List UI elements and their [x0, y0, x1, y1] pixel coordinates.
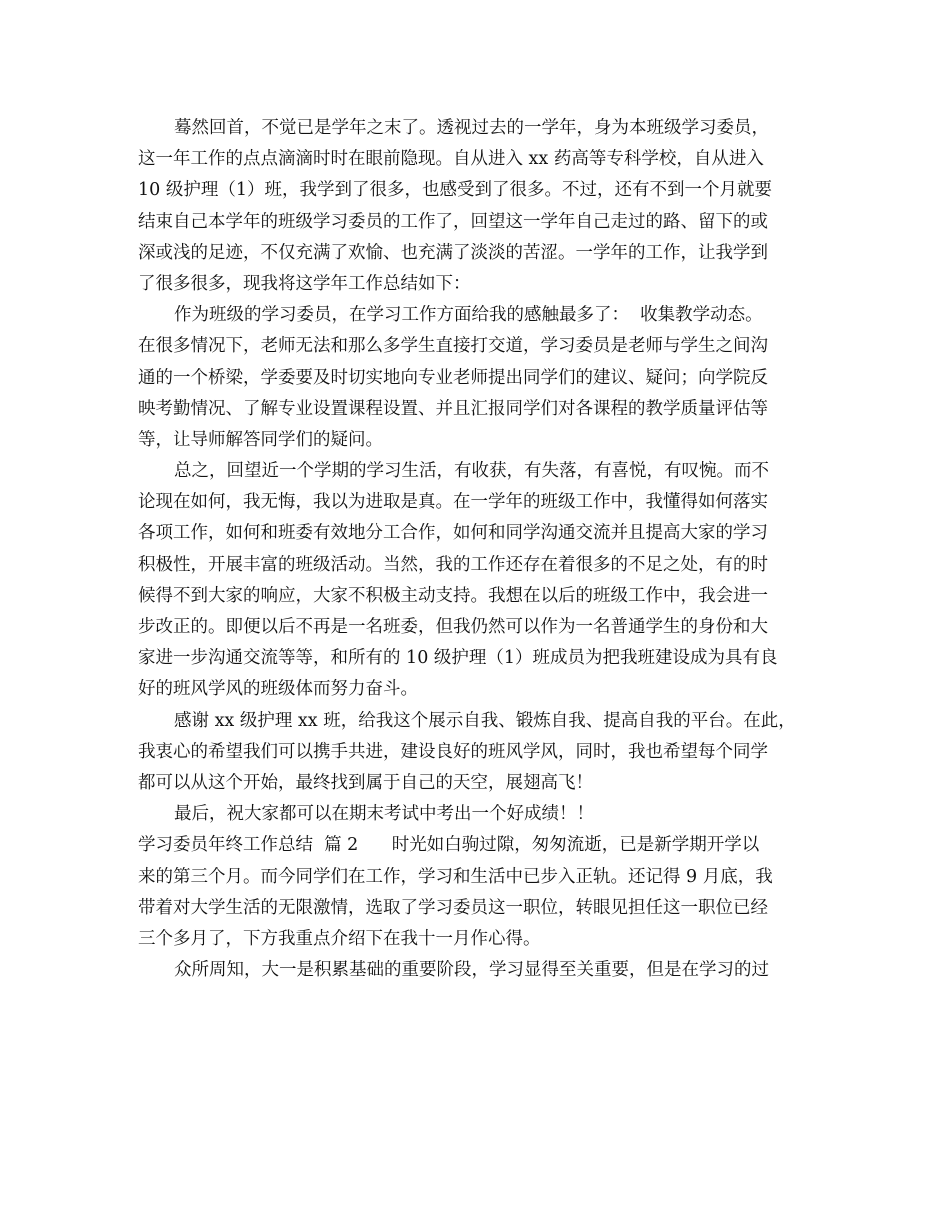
paragraph-line: 结束自己本学年的班级学习委员的工作了，回望这一学年自己走过的路、留下的或 — [138, 211, 768, 232]
paragraph-line: 三个多月了，下方我重点介绍下在我十一月作心得。 — [138, 928, 541, 949]
paragraph-line: 带着对大学生活的无限激情，选取了学习委员这一职位，转眼见担任这一职位已经 — [138, 897, 768, 918]
paragraph-line: 深或浅的足迹，不仅充满了欢愉、也充满了淡淡的苦涩。一学年的工作，让我学到 — [138, 242, 768, 263]
section-heading-line: 学习委员年终工作总结 篇 2 时光如白驹过隙，匆匆流逝，已是新学期开学以 — [138, 835, 760, 856]
paragraph-line: 论现在如何，我无悔，我以为进取是真。在一学年的班级工作中，我懂得如何落实 — [138, 492, 768, 513]
paragraph-line: 来的第三个月。而今同学们在工作，学习和生活中已步入正轨。还记得 9 月底，我 — [138, 866, 773, 887]
paragraph-line: 好的班风学风的班级体而努力奋斗。 — [138, 679, 418, 700]
paragraph-line: 候得不到大家的响应，大家不积极主动支持。我想在以后的班级工作中，我会进一 — [138, 585, 768, 606]
paragraph-line: 众所周知，大一是积累基础的重要阶段，学习显得至关重要，但是在学习的过 — [174, 960, 769, 981]
paragraph-line: 通的一个桥梁，学委要及时切实地向专业老师提出同学们的建议、疑问；向学院反 — [138, 367, 768, 388]
paragraph-line: 家进一步沟通交流等等，和所有的 10 级护理（1）班成员为把我班建设成为具有良 — [138, 648, 778, 669]
paragraph-line: 等，让导师解答同学们的疑问。 — [138, 429, 383, 450]
document-body — [138, 113, 818, 986]
paragraph-line: 作为班级的学习委员，在学习工作方面给我的感触最多了： 收集教学动态。 — [174, 305, 763, 326]
paragraph-line: 10 级护理（1）班，我学到了很多，也感受到了很多。不过，还有不到一个月就要 — [138, 180, 772, 201]
paragraph-line: 最后，祝大家都可以在期末考试中考出一个好成绩！！ — [174, 804, 594, 825]
paragraph-line: 在很多情况下，老师无法和那么多学生直接打交道，学习委员是老师与学生之间沟 — [138, 336, 768, 357]
paragraph-line: 映考勤情况、了解专业设置课程设置、并且汇报同学们对各课程的教学质量评估等 — [138, 398, 768, 419]
paragraph-line: 步改正的。即便以后不再是一名班委，但我仍然可以作为一名普通学生的身份和大 — [138, 617, 768, 637]
paragraph-line: 了很多很多，现我将这学年工作总结如下： — [138, 273, 471, 294]
paragraph-line: 积极性，开展丰富的班级活动。当然，我的工作还存在着很多的不足之处，有的时 — [138, 554, 768, 575]
paragraph-line: 这一年工作的点点滴滴时时在眼前隐现。自从进入 xx 药高等专科学校，自从进入 — [138, 149, 764, 170]
paragraph-line: 总之，回望近一个学期的学习生活，有收获，有失落，有喜悦，有叹惋。而不 — [174, 461, 769, 482]
paragraph-line: 蓦然回首，不觉已是学年之末了。透视过去的一学年，身为本班级学习委员， — [174, 118, 769, 138]
paragraph-line: 感谢 xx 级护理 xx 班，给我这个展示自我、锻炼自我、提高自我的平台。在此， — [174, 710, 796, 731]
paragraph-line: 我衷心的希望我们可以携手共进，建设良好的班风学风，同时，我也希望每个同学 — [138, 741, 768, 762]
paragraph-line: 都可以从这个开始，最终找到属于自己的天空，展翅高飞！ — [138, 772, 593, 793]
paragraph-line: 各项工作，如何和班委有效地分工合作，如何和同学沟通交流并且提高大家的学习 — [138, 523, 768, 544]
